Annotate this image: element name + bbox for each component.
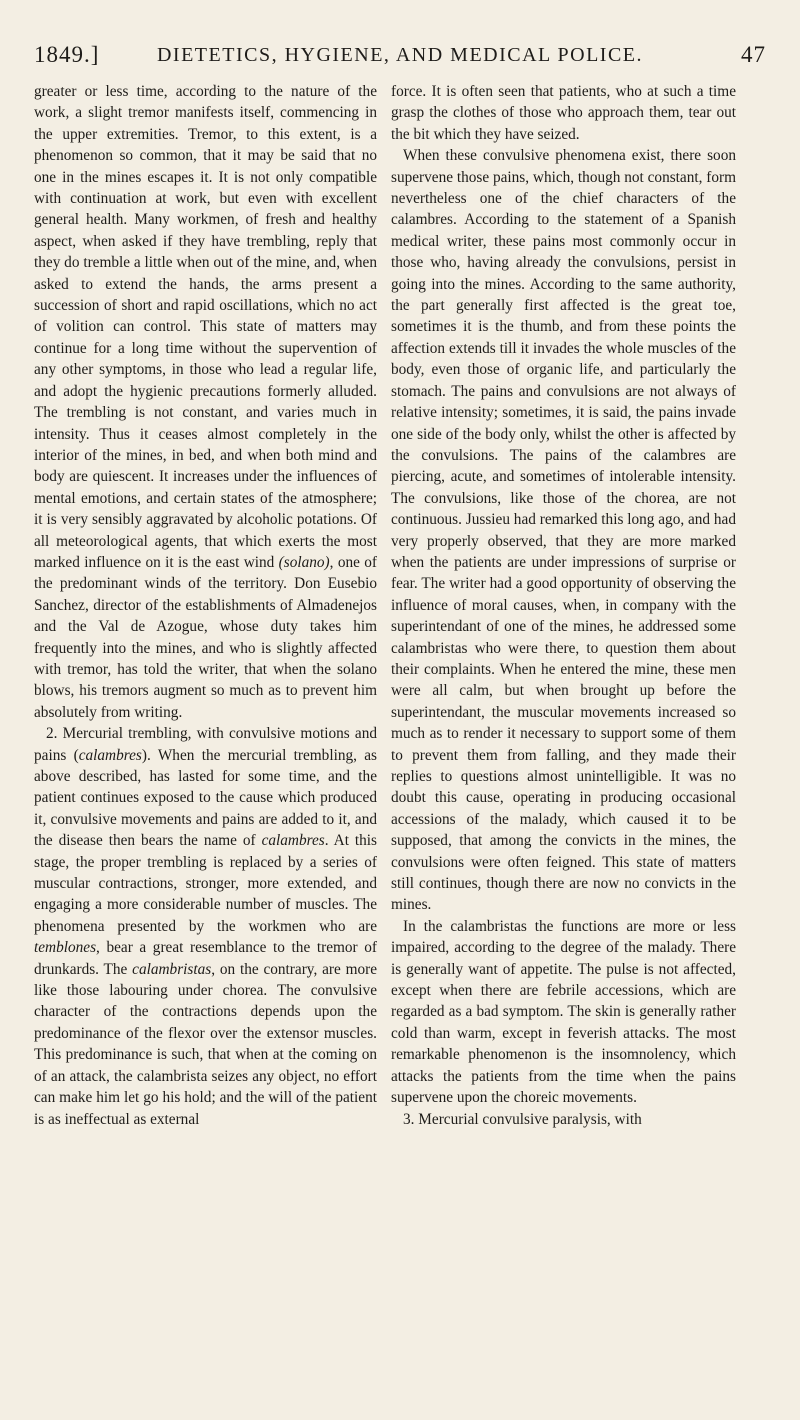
header-year: 1849.] [34,42,100,67]
italic-term: calambres [78,746,142,764]
italic-term: calambristas [132,960,212,978]
paragraph-tremor [34,81,377,723]
left-column [34,81,377,1130]
text-run: , on the contrary, are more like those labouring under chorea. The convulsive character of the contractions depends upon the predominance of the flexor over the extensor muscles. This predominance is such, that when at the coming on of an attack, the calambrista seizes any object, no effort can make him let go his hold; and the will of the patient is as ineffectual as external [34,960,378,1128]
italic-term: calambres [261,832,325,850]
text-run: greater or less time, according to the nature of the work, a slight tremor manifests itself, commencing in the upper extremities. Tremor, to this extent, is a phenomenon so common, that it may be said that no one in the mines escapes it. It is not only compatible with continuation at work, but even with excellent general health. Many workmen, of fresh and healthy aspect, when asked if they have trembling, reply that they do tremble a little when out of the mine, and, when asked to extend the hands, the arms present a succession of short and rapid oscillations, which no act of volition can control. This state of matters may continue for a long time without the supervention of any other symptoms, in those who lead a regular life, and adopt the hygienic precautions formerly alluded. The trembling is not constant, and varies much in intensity. Thus it ceases almost completely in the interior of the mines, in bed, and when both mind and body are quiescent. It increases under the influences of mental emotions, and certain states of the atmosphere; it is very sensibly aggravated by alcoholic potations. Of all meteorological agents, that which exerts the most marked influence on it is the east wind [34,83,377,571]
text-run: . At this stage, the proper trembling is replaced by a series of muscular contractions, stronger, more extended, and engaging a more considerable number of muscles. The phenomena presented by the workmen who are [34,832,377,935]
text-run: , bear a great resemblance to the tremor of drunkards. The [34,939,377,978]
paragraph-continuation: force. It is often seen that patients, who at such a time grasp the clothes of those who approach them, tear out the bit which they have seized. [391,83,736,143]
italic-term: (solano) [278,553,330,571]
page-number: 47 [741,42,766,67]
paragraph-paralysis: 3. Mercurial convulsive paralysis, with [403,1110,642,1128]
italic-term: temblones [34,939,97,957]
paragraph-pains: When these convulsive phenomena exist, there soon supervene those pains, which, though not constant, form nevertheless one of the chief characters of the calambres. According to the statement of a Spanish medical writer, these pains most commonly occur in those who, having already the convulsions, persist in going into the mines. According to the same authority, the part generally first affected is the great toe, sometimes it is the thumb, and from these points the affection extends till it invades the whole muscles of the body, even those of organic life, and particularly the stomach. The pains and convulsions are not always of relative intensity; sometimes, it is said, the pains invade one side of the body only, whilst the other is affected by the convulsions. The pains of the calambres are piercing, acute, and sometimes of intolerable intensity. The convulsions, like those of the chorea, are not continuous. Jussieu had remarked this long ago, and had very properly observed, that they are more marked when the patients are under impressions of surprise or fear. The writer had a good opportunity of observing the influence of moral causes, when, in company with the superintendant of one of the mines, he addressed some calambristas who were there, to question them about their complaints. When he entered the mine, these men were all calm, but when brought up before the superintendant, the muscular movements increased so much as to render it necessary to support some of them to prevent them from falling, and they made their replies to questions almost unintelligible. It was no doubt this cause, operating in producing occasional accessions of the malady, which caused it to be supposed, that among the convicts in the mines, the convulsions were often feigned. This state of matters still continues, though there are now no convicts in the mines. [391,147,736,914]
right-column [391,81,736,1130]
text-run: 2. Mercurial trembling, with convulsive motions and pains ( [34,725,377,764]
text-run: , one of the predominant winds of the territory. Don Eusebio Sanchez, director of the establishments of Almadenejos and the Val de Azogue, whose duty takes him frequently into the mines, and who is slightly affected with tremor, has told the writer, that when the solano blows, his tremors augment so much as to prevent him absolutely from writing. [34,553,378,721]
running-header [34,34,766,74]
paragraph-functions: In the calambristas the functions are more or less impaired, according to the degree of the malady. There is generally want of appetite. The pulse is not affected, except when there are febrile accessions, which are regarded as a bad symptom. The skin is generally rather cold than warm, except in feverish attacks. The most remarkable phenomenon is the insomnolency, which attacks the patients from the time when the pains supervene upon the choreic movements. [391,917,736,1107]
paragraph-mercurial-trembling [34,723,377,1130]
header-title: DIETETICS, HYGIENE, AND MEDICAL POLICE. [156,44,644,66]
text-run: ). When the mercurial trembling, as above described, has lasted for some time, and the patient continues exposed to the cause which produced it, convulsive movements and pains are added to it, and the disease then bears the name of [34,746,377,850]
